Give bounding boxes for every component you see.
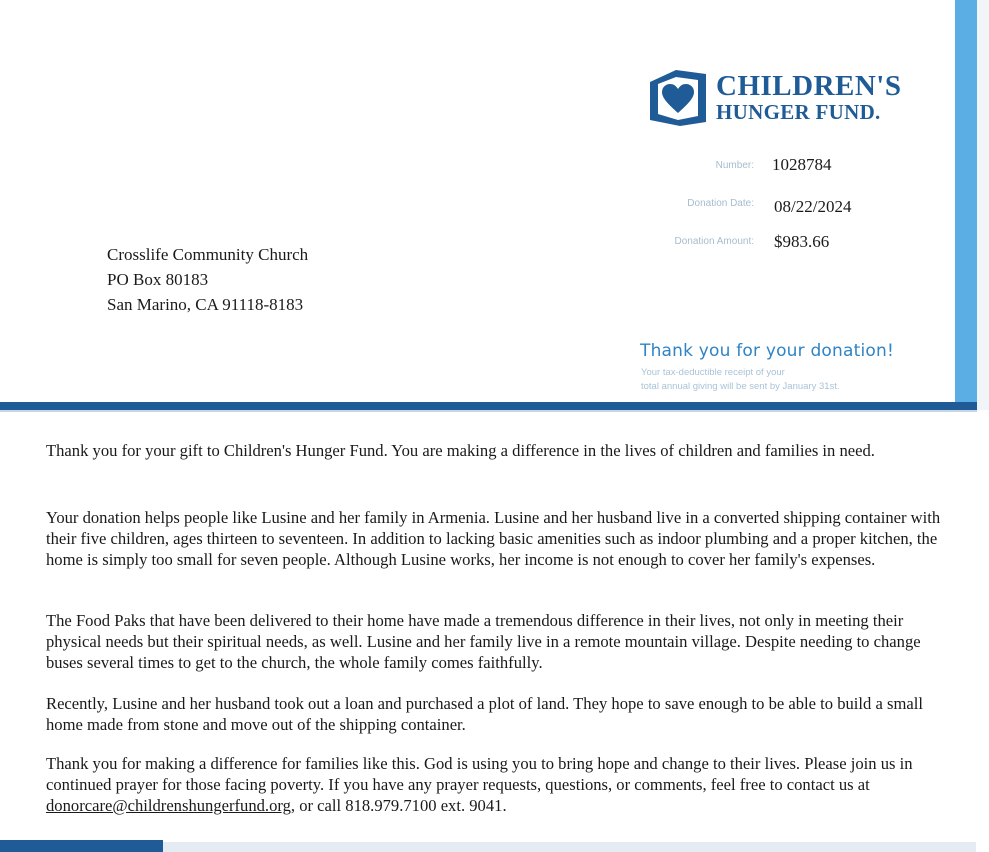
letter-paragraph-2: Your donation helps people like Lusine and her family in Armenia. Lusine and her husband live in a converted shipping container with their five children, ages thirteen to seventeen. In addition to lacking basic amenities such as indoor plumbing and a proper kitchen, the home is simply too small for seven people. Although Lusine works, her income is not enough to cover her family's expenses. <box>46 508 941 569</box>
letter-paragraph-5-end: , or call 818.979.7100 ext. 9041. <box>290 796 507 815</box>
donorcare-email-link[interactable]: donorcare@childrenshungerfund.org <box>46 796 291 815</box>
donation-amount-label: Donation Amount: <box>674 236 754 247</box>
recipient-address-line: PO Box 80183 <box>107 270 209 289</box>
letter-paragraph-5 <box>46 753 946 816</box>
thank-you-heading: Thank you for your donation! <box>640 341 895 361</box>
donation-amount-value: $983.66 <box>774 232 830 251</box>
receipt-note-line-2: total annual giving will be sent by January 31st. <box>641 381 840 392</box>
letter-paragraph-3: The Food Paks that have been delivered to their home have made a tremendous difference in their lives, not only in meeting their physical needs but their spiritual needs, as well. Lusine and her family live in a remote mountain village. Despite needing to change buses several times to get to the church, the whole family comes faithfully. <box>46 611 921 672</box>
donation-date-label: Donation Date: <box>687 198 754 209</box>
logo-wordmark <box>716 72 902 123</box>
receipt-note-line-1: Your tax-deductible receipt of your <box>641 367 785 378</box>
footer-bar-light <box>163 842 976 852</box>
recipient-name: Crosslife Community Church <box>107 245 309 264</box>
donation-date-value: 08/22/2024 <box>774 197 852 216</box>
logo-line-1: CHILDREN'S <box>716 70 902 102</box>
letter-paragraph-4: Recently, Lusine and her husband took out a loan and purchased a plot of land. They hope to save enough to be able to build a small home made from stone and move out of the shipping container. <box>46 694 923 734</box>
header-divider-shadow <box>0 410 977 412</box>
header-divider <box>0 402 977 410</box>
letter-paragraph-1: Thank you for your gift to Children's Hunger Fund. You are making a difference in the lives of children and families in need. <box>46 441 875 460</box>
number-label: Number: <box>715 160 754 171</box>
right-accent-stripe <box>955 0 977 410</box>
page-edge <box>977 0 989 410</box>
number-value: 1028784 <box>772 155 832 174</box>
footer-bar-dark <box>0 840 163 852</box>
chf-logo <box>648 68 918 128</box>
logo-line-2: HUNGER FUND. <box>716 100 881 124</box>
letter-paragraph-5-start: Thank you for making a difference for families like this. God is using you to bring hope and change to their lives. Please join us in continued prayer for those facing poverty. If you have any prayer requests, questions, or comments, feel free to contact us at <box>46 754 913 794</box>
heart-house-icon <box>648 68 708 128</box>
recipient-city-line: San Marino, CA 91118-8183 <box>107 295 304 314</box>
